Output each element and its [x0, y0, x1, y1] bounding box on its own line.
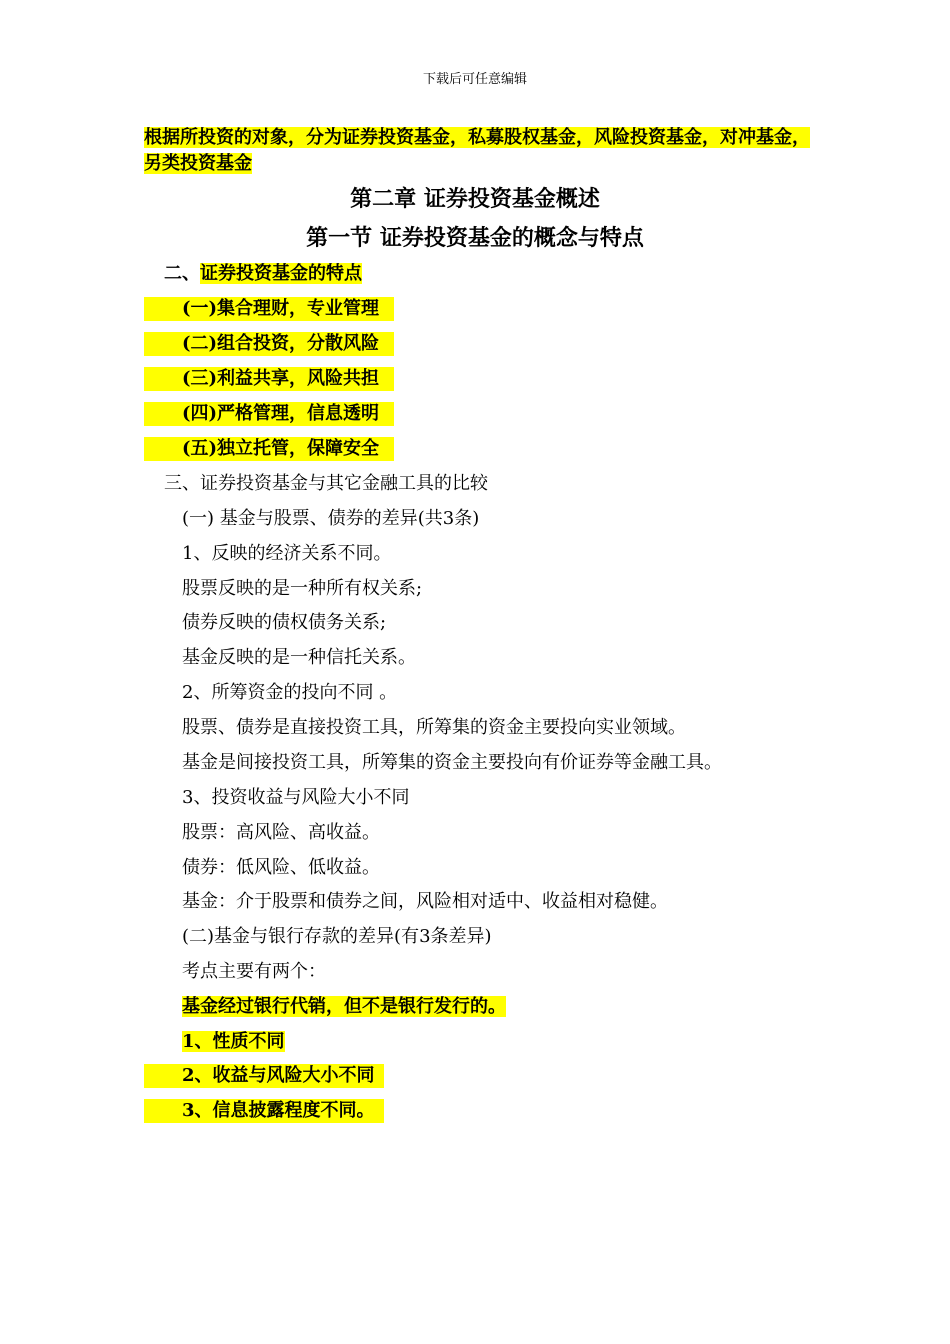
feature-item: (四)严格管理，信息透明 [182, 403, 380, 424]
feature-item: (五)独立托管，保障安全 [182, 438, 380, 459]
feature-item: (二)组合投资，分散风险 [182, 333, 380, 354]
comparison-line: 基金是间接投资工具，所筹集的资金主要投向有价证券等金融工具。 [182, 752, 722, 773]
intro-text: 根据所投资的对象，分为证券投资基金，私募股权基金，风险投资基金，对冲基金，另类投资基金 [144, 127, 810, 174]
highlight-text: 基金经过银行代销，但不是银行发行的。 [182, 996, 506, 1017]
highlight-text: 1、性质不同 [182, 1031, 285, 1052]
feature-item: (一)集合理财，专业管理 [182, 298, 380, 319]
comparison-line: 债券：低风险、低收益。 [182, 857, 380, 878]
section-title: 第一节 证券投资基金的概念与特点 [306, 225, 644, 251]
comparison-heading: 三、证券投资基金与其它金融工具的比较 [164, 473, 488, 494]
comparison-line: 基金反映的是一种信托关系。 [182, 647, 416, 668]
comparison-sub2: (二)基金与银行存款的差异(有3条差异) [182, 926, 492, 947]
highlight-line: 2、收益与风险大小不同 [182, 1065, 375, 1086]
highlight-line [182, 995, 506, 1019]
comparison-line: 股票、债券是直接投资工具，所筹集的资金主要投向实业领域。 [182, 717, 686, 738]
highlight-line [182, 1030, 285, 1054]
features-heading-text: 证券投资基金的特点 [200, 263, 362, 284]
comparison-line: 3、投资收益与风险大小不同 [182, 787, 410, 808]
comparison-line: 债券反映的债权债务关系; [182, 612, 387, 633]
page-header-note: 下载后可任意编辑 [422, 72, 527, 87]
comparison-line: 股票：高风险、高收益。 [182, 822, 380, 843]
comparison-line: 基金：介于股票和债券之间，风险相对适中、收益相对稳健。 [182, 891, 668, 912]
intro-paragraph [144, 125, 814, 177]
comparison-line: 1、反映的经济关系不同。 [182, 543, 392, 564]
feature-item: (三)利益共享，风险共担 [182, 368, 380, 389]
comparison-sub1: (一) 基金与股票、债券的差异(共3条) [182, 508, 480, 529]
highlight-line: 3、信息披露程度不同。 [182, 1100, 375, 1121]
features-heading-prefix: 二、 [164, 263, 200, 284]
comparison-line: 股票反映的是一种所有权关系; [182, 578, 423, 599]
chapter-title: 第二章 证券投资基金概述 [350, 186, 600, 212]
exam-points: 考点主要有两个： [182, 961, 326, 982]
comparison-line: 2、所筹资金的投向不同 。 [182, 682, 398, 703]
features-heading [164, 262, 362, 286]
